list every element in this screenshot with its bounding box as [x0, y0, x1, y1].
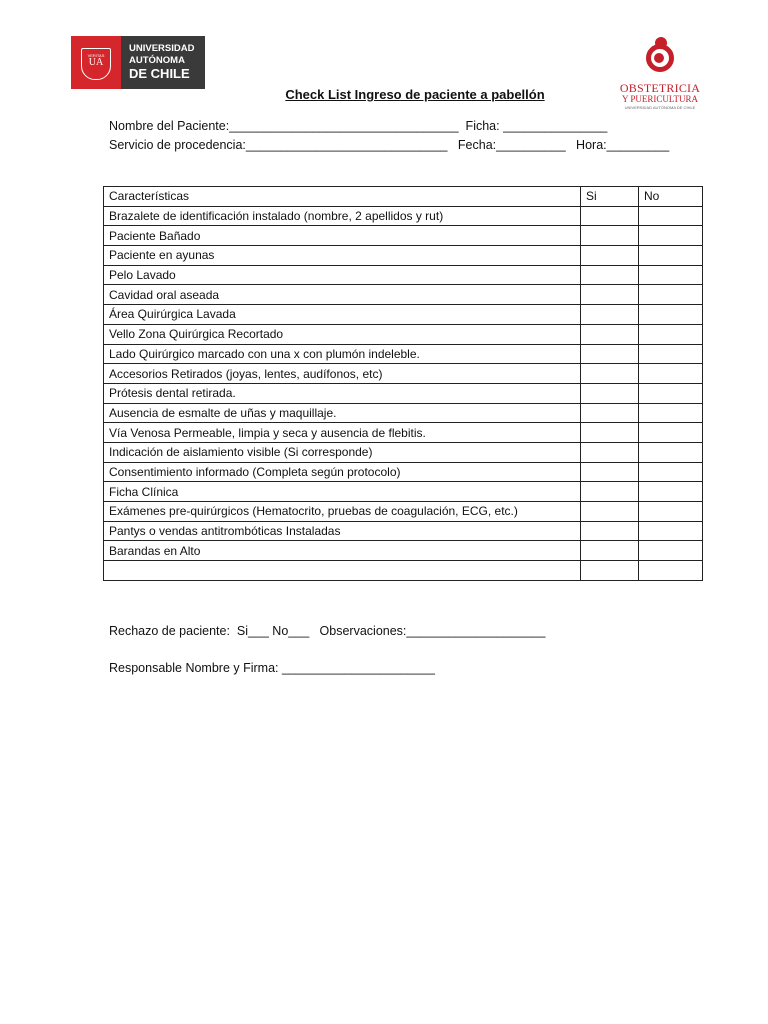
no-cell[interactable]	[639, 265, 703, 285]
no-cell[interactable]	[639, 246, 703, 266]
si-cell[interactable]	[581, 206, 639, 226]
no-cell[interactable]	[639, 561, 703, 581]
no-cell[interactable]	[639, 364, 703, 384]
university-line-1: UNIVERSIDAD	[129, 43, 195, 54]
obstetricia-logo	[618, 36, 702, 118]
characteristic-cell: Pantys o vendas antitrombóticas Instaladas	[104, 521, 581, 541]
si-cell[interactable]	[581, 305, 639, 325]
no-cell[interactable]	[639, 541, 703, 561]
characteristic-cell: Cavidad oral aseada	[104, 285, 581, 305]
no-cell[interactable]	[639, 206, 703, 226]
mother-child-icon	[640, 36, 680, 82]
si-cell[interactable]	[581, 285, 639, 305]
no-cell[interactable]	[639, 226, 703, 246]
si-cell[interactable]	[581, 344, 639, 364]
no-cell[interactable]	[639, 344, 703, 364]
table-row	[104, 383, 703, 403]
university-logo	[71, 36, 205, 89]
characteristic-cell: Lado Quirúrgico marcado con una x con plumón indeleble.	[104, 344, 581, 364]
table-row	[104, 285, 703, 305]
obstetricia-line-2: Y PUERICULTURA	[621, 94, 699, 104]
characteristic-cell	[104, 561, 581, 581]
table-row	[104, 541, 703, 561]
obstetricia-line-1: OBSTETRICIA	[619, 81, 701, 95]
si-cell[interactable]	[581, 383, 639, 403]
table-row	[104, 462, 703, 482]
table-row	[104, 324, 703, 344]
table-header-row	[104, 187, 703, 207]
characteristic-cell: Ficha Clínica	[104, 482, 581, 502]
no-cell[interactable]	[639, 442, 703, 462]
university-wordmark	[121, 36, 205, 89]
characteristic-cell: Consentimiento informado (Completa según protocolo)	[104, 462, 581, 482]
table-row	[104, 344, 703, 364]
badge-text: UA	[88, 57, 104, 68]
si-cell[interactable]	[581, 462, 639, 482]
no-cell[interactable]	[639, 324, 703, 344]
si-cell[interactable]	[581, 226, 639, 246]
table-row	[104, 502, 703, 522]
si-cell[interactable]	[581, 502, 639, 522]
badge-small-text: VERITAS	[87, 53, 105, 58]
si-cell[interactable]	[581, 482, 639, 502]
university-badge	[71, 36, 121, 89]
si-cell[interactable]	[581, 324, 639, 344]
no-cell[interactable]	[639, 462, 703, 482]
no-cell[interactable]	[639, 521, 703, 541]
shield-icon	[81, 48, 111, 80]
checklist-table	[103, 186, 703, 581]
si-cell[interactable]	[581, 423, 639, 443]
university-line-3: DE CHILE	[129, 66, 190, 81]
si-cell[interactable]	[581, 246, 639, 266]
characteristic-cell: Exámenes pre-quirúrgicos (Hematocrito, pruebas de coagulación, ECG, etc.)	[104, 502, 581, 522]
characteristic-cell: Vía Venosa Permeable, limpia y seca y ausencia de flebitis.	[104, 423, 581, 443]
characteristic-cell: Barandas en Alto	[104, 541, 581, 561]
university-line-2: AUTÓNOMA	[129, 54, 185, 66]
characteristic-cell: Paciente Bañado	[104, 226, 581, 246]
characteristic-cell: Paciente en ayunas	[104, 246, 581, 266]
characteristic-cell: Ausencia de esmalte de uñas y maquillaje.	[104, 403, 581, 423]
responsible-field: Responsable Nombre y Firma: ______________________	[109, 661, 435, 675]
table-row	[104, 442, 703, 462]
header-si: Si	[581, 187, 639, 207]
table-row	[104, 482, 703, 502]
characteristic-cell: Accesorios Retirados (joyas, lentes, audífonos, etc)	[104, 364, 581, 384]
characteristic-cell: Área Quirúrgica Lavada	[104, 305, 581, 325]
table-row	[104, 246, 703, 266]
si-cell[interactable]	[581, 364, 639, 384]
table-row	[104, 226, 703, 246]
no-cell[interactable]	[639, 423, 703, 443]
si-cell[interactable]	[581, 521, 639, 541]
table-row	[104, 423, 703, 443]
characteristic-cell: Brazalete de identificación instalado (nombre, 2 apellidos y rut)	[104, 206, 581, 226]
no-cell[interactable]	[639, 482, 703, 502]
service-field: Servicio de procedencia:_____________________________ Fecha:__________ Hora:_________	[109, 138, 670, 152]
no-cell[interactable]	[639, 285, 703, 305]
document-title: Check List Ingreso de paciente a pabellón	[285, 87, 545, 102]
table-row	[104, 561, 703, 581]
table-row	[104, 521, 703, 541]
si-cell[interactable]	[581, 541, 639, 561]
no-cell[interactable]	[639, 305, 703, 325]
no-cell[interactable]	[639, 383, 703, 403]
no-cell[interactable]	[639, 502, 703, 522]
header-caracteristicas: Características	[104, 187, 581, 207]
si-cell[interactable]	[581, 442, 639, 462]
table-row	[104, 265, 703, 285]
table-row	[104, 206, 703, 226]
characteristic-cell: Vello Zona Quirúrgica Recortado	[104, 324, 581, 344]
characteristic-cell: Pelo Lavado	[104, 265, 581, 285]
header-no: No	[639, 187, 703, 207]
rejection-field: Rechazo de paciente: Si___ No___ Observaciones:____________________	[109, 624, 546, 638]
obstetricia-line-3: UNIVERSIDAD AUTÓNOMA DE CHILE	[624, 105, 696, 110]
table-row	[104, 305, 703, 325]
si-cell[interactable]	[581, 561, 639, 581]
table-row	[104, 403, 703, 423]
no-cell[interactable]	[639, 403, 703, 423]
characteristic-cell: Indicación de aislamiento visible (Si corresponde)	[104, 442, 581, 462]
patient-name-field: Nombre del Paciente:_________________________________ Ficha: _______________	[109, 119, 608, 133]
si-cell[interactable]	[581, 403, 639, 423]
characteristic-cell: Prótesis dental retirada.	[104, 383, 581, 403]
table-row	[104, 364, 703, 384]
si-cell[interactable]	[581, 265, 639, 285]
